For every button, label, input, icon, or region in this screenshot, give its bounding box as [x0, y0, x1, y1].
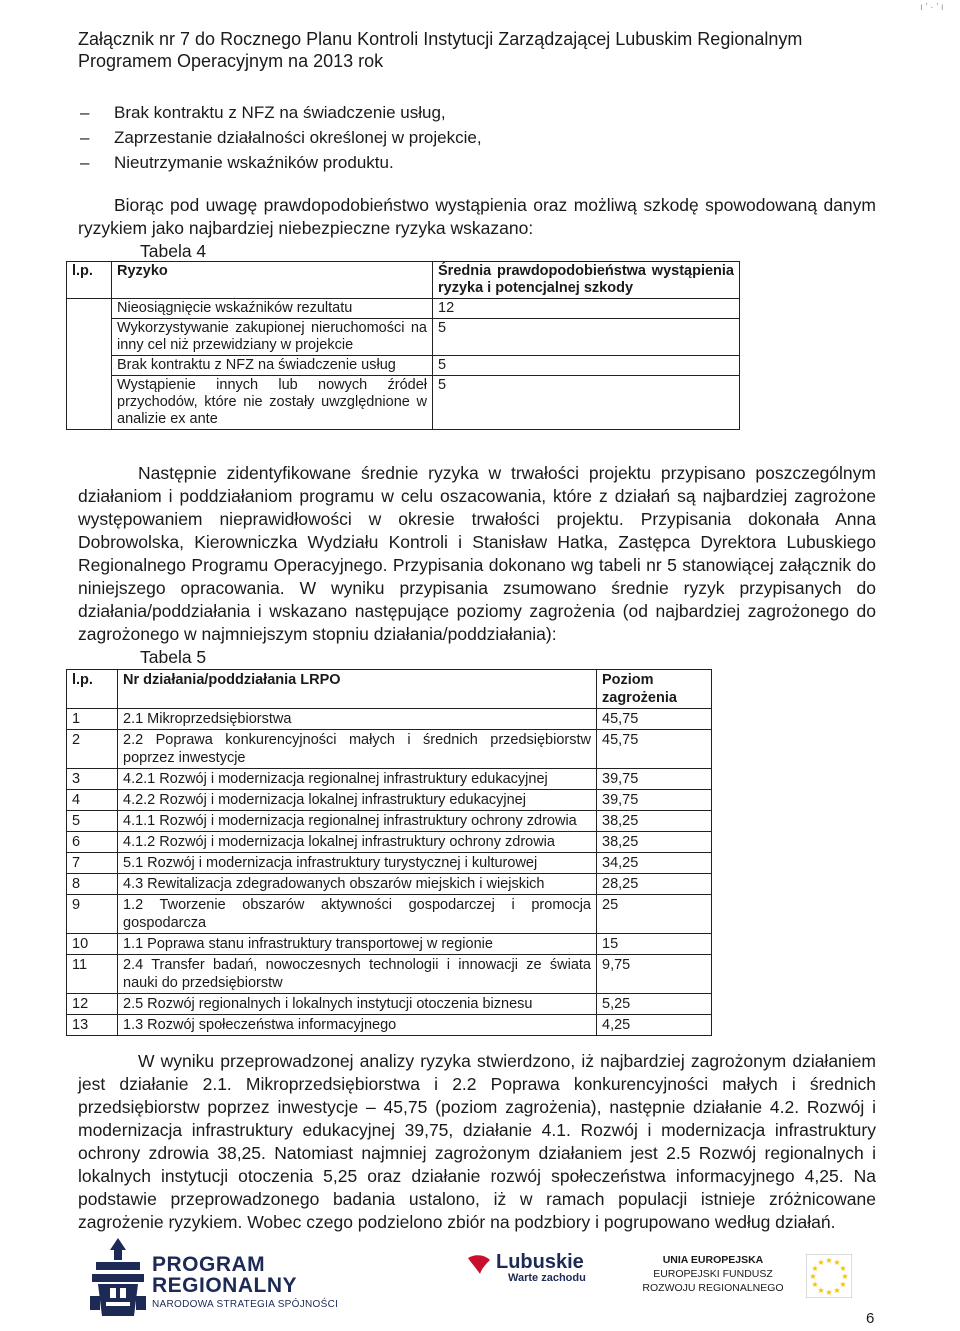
table-row	[67, 709, 712, 730]
risk-cell: Wykorzystywanie zakupionej nieruchomości na inny cel niż przewidziany w projekcie	[112, 319, 433, 356]
table-row	[67, 356, 740, 376]
table-row	[67, 955, 712, 994]
lubuskie-shape-icon	[466, 1254, 492, 1276]
document-header: Załącznik nr 7 do Rocznego Planu Kontroli Instytucji Zarządzającej Lubuskim Regionalnym Programem Operacyjnym na 2013 rok	[78, 29, 803, 71]
table-row	[67, 811, 712, 832]
lp-cell: 10	[67, 934, 118, 955]
name-cell: 2.4 Transfer badań, nowoczesnych technologii i innowacji ze świata nauki do przedsiębiorstw	[118, 955, 597, 994]
page-number: 6	[866, 1310, 875, 1327]
score-cell: 5	[433, 319, 740, 356]
risk-cell: Brak kontraktu z NFZ na świadczenie usług	[112, 356, 433, 376]
lp-cell: 13	[67, 1015, 118, 1036]
level-cell: 25	[597, 895, 712, 934]
lubuskie-logo: Lubuskie Warte zachodu	[496, 1252, 586, 1284]
table5-caption: Tabela 5	[140, 647, 207, 667]
table-row	[67, 376, 740, 430]
risk-cell: Nieosiągnięcie wskaźników rezultatu	[112, 299, 433, 319]
table-row	[67, 934, 712, 955]
paragraph-assignment: Następnie zidentyfikowane średnie ryzyka w trwałości projektu przypisano poszczególnym działaniom i poddziałaniom programu w celu oszacowania, które z działań są najbardziej zagrożone występowaniem nieprawidłowości w okresie trwałości projektu. Przypisania dokonała Anna Dobrowolska, Kierowniczka Wydziału Kontroli i Stanisław Hatka, Zastępca Dyrektora Lubuskiego Regionalnego Programu Operacyjnego. Przypisania dokonano wg tabeli nr 5 stanowiącej załącznik do niniejszego opracowania. W wyniku przypisania zsumowano średnie ryzyk przypisanych do działania/poddziałania i wskazano następujące poziomy zagrożenia (od najbardziej zagrożonego do zagrożonego w najmniejszym stopniu działania/poddziałania): Tabela 5	[78, 463, 876, 667]
svg-text:★: ★	[817, 1286, 825, 1295]
table-row	[67, 895, 712, 934]
name-cell: 4.2.2 Rozwój i modernizacja lokalnej infrastruktury edukacyjnej	[118, 790, 597, 811]
name-cell: 5.1 Rozwój i modernizacja infrastruktury turystycznej i kulturowej	[118, 853, 597, 874]
list-item: – Brak kontraktu z NFZ na świadczenie usług,	[80, 100, 900, 125]
level-cell: 39,75	[597, 790, 712, 811]
table-row	[67, 319, 740, 356]
paragraph-intro: Biorąc pod uwagę prawdopodobieństwo wystąpienia oraz możliwą szkodę spowodowaną danym ryzykiem jako najbardziej niebezpieczne ryzyka wskazano: Tabela 4	[78, 195, 876, 261]
svg-text:★: ★	[811, 1280, 819, 1289]
header-name: Nr działania/poddziałania LRPO	[118, 670, 597, 709]
risk-bullet-list	[80, 100, 900, 175]
level-cell: 5,25	[597, 994, 712, 1015]
bullet-dash: –	[80, 103, 90, 122]
svg-text:★: ★	[825, 1288, 833, 1297]
level-cell: 34,25	[597, 853, 712, 874]
table-row	[67, 299, 740, 319]
name-cell: 1.2 Tworzenie obszarów aktywności gospodarczej i promocja gospodarcza	[118, 895, 597, 934]
svg-text:★: ★	[839, 1264, 847, 1273]
table-row	[67, 1015, 712, 1036]
level-cell: 45,75	[597, 730, 712, 769]
program-regionalny-logo-icon	[88, 1236, 150, 1318]
svg-text:★: ★	[809, 1272, 817, 1281]
svg-text:★: ★	[839, 1280, 847, 1289]
table-row	[67, 769, 712, 790]
lp-cell: 7	[67, 853, 118, 874]
name-cell: 4.3 Rewitalizacja zdegradowanych obszarów miejskich i wiejskich	[118, 874, 597, 895]
table-header-row	[67, 262, 740, 299]
level-cell: 15	[597, 934, 712, 955]
lp-cell	[67, 299, 112, 430]
name-cell: 4.1.2 Rozwój i modernizacja lokalnej infrastruktury ochrony zdrowia	[118, 832, 597, 853]
name-cell: 4.1.1 Rozwój i modernizacja regionalnej infrastruktury ochrony zdrowia	[118, 811, 597, 832]
svg-text:★: ★	[841, 1272, 849, 1281]
header-level: Poziom zagrożenia	[597, 670, 712, 709]
header-lp: l.p.	[67, 670, 118, 709]
lp-cell: 9	[67, 895, 118, 934]
lp-cell: 8	[67, 874, 118, 895]
paragraph-conclusion: W wyniku przeprowadzonej analizy ryzyka stwierdzono, iż najbardziej zagrożonym działaniem jest działanie 2.1. Mikroprzedsiębiorstwa i 2.2 Poprawa konkurencyjności małych i średnich przedsiębiorstw poprzez inwestycje – 45,75 (poziom zagrożenia), następnie działanie 4.2. Rozwój i modernizacja infrastruktury edukacyjnej 39,75, działanie 4.1. Rozwój i modernizacja infrastruktury ochrony zdrowia 38,25. Natomiast najmniej zagrożonym działaniem jest 2.5 Rozwój regionalnych i lokalnych instytucji otoczenia 5,25 oraz działanie rozwój społeczeństwa informacyjnego 4,25. Na podstawie przeprowadzonego badania ustalono, iż w ramach populacji istnieje zróżnicowane zagrożenie ryzykiem. Wobec czego podzielono zbiór na podzbiory i pogrupowano według działań.	[78, 1051, 876, 1232]
program-regionalny-wordmark: PROGRAM REGIONALNY	[152, 1253, 298, 1297]
lp-cell: 1	[67, 709, 118, 730]
bullet-dash: –	[80, 128, 90, 147]
svg-text:★: ★	[833, 1258, 841, 1267]
name-cell: 2.2 Poprawa konkurencyjności małych i średnich przedsiębiorstw poprzez inwestycje	[118, 730, 597, 769]
svg-text:★: ★	[825, 1256, 833, 1265]
table-4	[66, 261, 740, 430]
eu-flag-icon	[806, 1254, 852, 1298]
table-5	[66, 669, 712, 1036]
level-cell: 39,75	[597, 769, 712, 790]
table-row	[67, 832, 712, 853]
lp-cell: 11	[67, 955, 118, 994]
name-cell: 1.3 Rozwój społeczeństwa informacyjnego	[118, 1015, 597, 1036]
lp-cell: 12	[67, 994, 118, 1015]
level-cell: 4,25	[597, 1015, 712, 1036]
header-risk: Ryzyko	[112, 262, 433, 299]
table4-caption: Tabela 4	[140, 241, 207, 261]
score-cell: 12	[433, 299, 740, 319]
lp-cell: 4	[67, 790, 118, 811]
footer-logos	[88, 1236, 888, 1316]
scan-marks: ı ’ · ’ ı	[920, 2, 944, 13]
header-lp: l.p.	[67, 262, 112, 299]
lp-cell: 5	[67, 811, 118, 832]
bullet-dash: –	[80, 153, 90, 172]
program-subtitle: NARODOWA STRATEGIA SPÓJNOŚCI	[152, 1299, 339, 1310]
risk-cell: Wystąpienie innych lub nowych źródeł przychodów, które nie zostały uwzględnione w analizie ex ante	[112, 376, 433, 430]
eu-fund-text: UNIA EUROPEJSKA EUROPEJSKI FUNDUSZ ROZWOJU REGIONALNEGO	[642, 1254, 784, 1294]
name-cell: 4.2.1 Rozwój i modernizacja regionalnej infrastruktury edukacyjnej	[118, 769, 597, 790]
svg-text:★: ★	[811, 1264, 819, 1273]
svg-text:★: ★	[817, 1258, 825, 1267]
lp-cell: 6	[67, 832, 118, 853]
score-cell: 5	[433, 376, 740, 430]
table-row	[67, 994, 712, 1015]
table-row	[67, 790, 712, 811]
level-cell: 9,75	[597, 955, 712, 994]
header-score: Średnia prawdopodobieństwa wystąpienia ryzyka i potencjalnej szkody	[433, 262, 740, 299]
score-cell: 5	[433, 356, 740, 376]
table-header-row	[67, 670, 712, 709]
name-cell: 2.5 Rozwój regionalnych i lokalnych instytucji otoczenia biznesu	[118, 994, 597, 1015]
table-row	[67, 874, 712, 895]
lp-cell: 2	[67, 730, 118, 769]
name-cell: 2.1 Mikroprzedsiębiorstwa	[118, 709, 597, 730]
level-cell: 28,25	[597, 874, 712, 895]
level-cell: 45,75	[597, 709, 712, 730]
level-cell: 38,25	[597, 832, 712, 853]
level-cell: 38,25	[597, 811, 712, 832]
list-item: – Zaprzestanie działalności określonej w projekcie,	[80, 125, 900, 150]
lp-cell: 3	[67, 769, 118, 790]
table-row	[67, 853, 712, 874]
list-item: – Nieutrzymanie wskaźników produktu.	[80, 150, 900, 175]
name-cell: 1.1 Poprawa stanu infrastruktury transportowej w regionie	[118, 934, 597, 955]
svg-text:★: ★	[833, 1286, 841, 1295]
table-row	[67, 730, 712, 769]
